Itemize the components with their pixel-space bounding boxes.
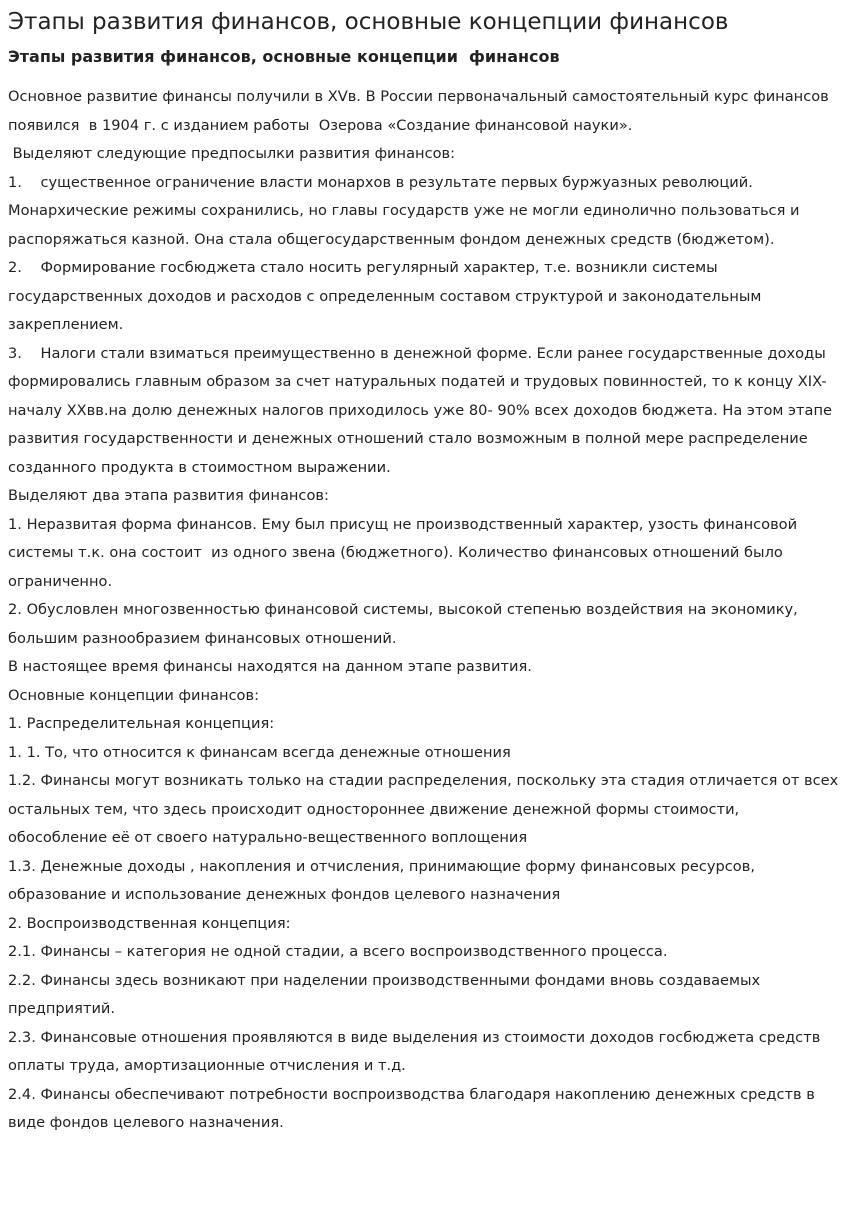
page-title: Этапы развития финансов, основные концепции финансов	[8, 9, 729, 35]
paragraph-concept-1-3: 1.3. Денежные доходы , накопления и отчисления, принимающие форму финансовых ресурсов, образование и использование денежных фондов целевого назначения	[8, 857, 760, 903]
paragraph-stages-heading: Выделяют два этапа развития финансов:	[8, 487, 329, 504]
paragraph-concept-2: 2. Воспроизводственная концепция:	[8, 914, 291, 932]
paragraph-concept-1-2: 1.2. Финансы могут возникать только на стадии распределения, поскольку эта стадия отличается от всех остальных тем, что здесь происходит одностороннее движение денежной формы стоимости, обособление её от своего натурально-вещественного воплощения	[8, 772, 843, 846]
paragraph-prerequisites-heading: Выделяют следующие предпосылки развития финансов:	[8, 145, 456, 162]
paragraph-concepts-heading: Основные концепции финансов:	[8, 686, 260, 704]
paragraph-prerequisite-2: 2. Формирование госбюджета стало носить регулярный характер, т.е. возникли системы государственных доходов и расходов с определенным составом структурой и законодательным закреплением.	[8, 259, 767, 333]
paragraph-stage-2: 2. Обусловлен многозвенностью финансовой системы, высокой степенью воздействия на экономику, большим разнообразием финансовых отношений.	[8, 601, 803, 647]
paragraph-current-stage: В настоящее время финансы находятся на данном этапе развития.	[8, 658, 532, 675]
paragraph-stage-1: 1. Неразвитая форма финансов. Ему был присущ не производственный характер, узость финансовой системы т.к. она состоит из одного звена (бюджетного). Количество финансовых отношений было ограниченно.	[8, 515, 802, 590]
paragraph-concept-2-3: 2.3. Финансовые отношения проявляются в виде выделения из стоимости доходов госбюджета средств оплаты труда, амортизационные отчисления и т.д.	[8, 1028, 825, 1074]
article-body	[8, 83, 843, 1138]
paragraph-concept-2-1: 2.1. Финансы – категория не одной стадии, а всего воспроизводственного процесса.	[8, 943, 668, 960]
paragraph-intro: Основное развитие финансы получили в XVв. В России первоначальный самостоятельный курс финансов появился в 1904 г. с изданием работы Озерова «Создание финансовой науки».	[8, 88, 834, 134]
paragraph-prerequisite-1: 1. существенное ограничение власти монархов в результате первых буржуазных революций. Монархические режимы сохранились, но главы государств уже не могли единолично пользоваться и распоряжаться казной. Она стала общегосударственным фондом денежных средств (бюджетом).	[8, 173, 805, 248]
paragraph-prerequisite-3: 3. Налоги стали взиматься преимущественно в денежной форме. Если ранее государственные доходы формировались главным образом за счет натуральных податей и трудовых повинностей, то к концу XIX- началу XXвв.на долю денежных налогов приходилось уже 80- 90% всех доходов бюджета. На этом этапе развития государственности и денежных отношений стало возможным в полной мере распределение созданного продукта в стоимостном выражении.	[8, 344, 837, 476]
paragraph-concept-1-1: 1. 1. То, что относится к финансам всегда денежные отношения	[8, 743, 511, 761]
section-title: Этапы развития финансов, основные концепции финансов	[8, 47, 560, 66]
paragraph-concept-2-2: 2.2. Финансы здесь возникают при наделении производственными фондами вновь создаваемых предприятий.	[8, 971, 765, 1017]
paragraph-concept-1: 1. Распределительная концепция:	[8, 715, 275, 732]
paragraph-concept-2-4: 2.4. Финансы обеспечивают потребности воспроизводства благодаря накоплению денежных средств в виде фондов целевого назначения.	[8, 1085, 820, 1131]
